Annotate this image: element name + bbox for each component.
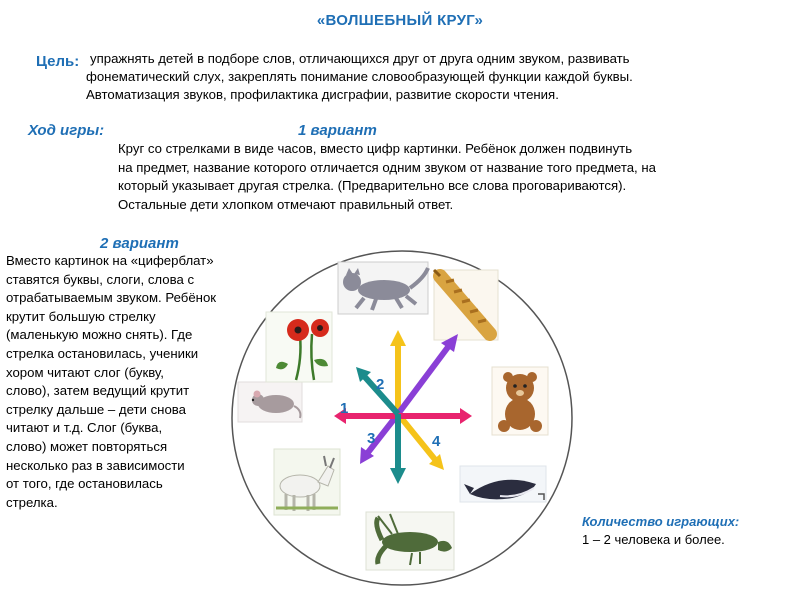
goal-line: фонематический слух, закреплять понимание словообразующей функции каждой буквы. xyxy=(86,69,633,84)
variant1-line: на предмет, название которого отличается одним звуком от название того предмета, на xyxy=(118,159,656,175)
goal-line: упражнять детей в подборе слов, отличающихся друг от друга одним звуком, развивать xyxy=(90,51,630,66)
goal-line: Автоматизация звуков, профилактика дисграфии, развитие скорости чтения. xyxy=(86,87,559,102)
variant2-line: (маленькую можно снять). Где xyxy=(6,327,193,343)
variant1-line: Круг со стрелками в виде часов, вместо цифр картинки. Ребёнок должен подвинуть xyxy=(118,141,633,156)
arrow-label-1: 1 xyxy=(340,400,349,417)
variant2-line: стрелку дальше – дети снова xyxy=(6,401,186,417)
variant2-line: отрабатываемым звуком. Ребёнок xyxy=(6,290,217,306)
variant2-line: слово) может повторяться xyxy=(6,438,168,454)
variant2-line: читают и т.д. Слог (буква, xyxy=(6,420,163,436)
course-label: Ход игры: xyxy=(28,122,105,139)
variant2-label: 2 вариант xyxy=(100,235,179,252)
dial-arrows xyxy=(334,330,472,484)
crayfish-picture xyxy=(366,512,454,570)
cat-picture xyxy=(338,262,428,314)
players-label: Количество играющих: xyxy=(582,514,740,529)
variant1-line: Остальные дети хлопком отмечают правильный ответ. xyxy=(118,196,454,212)
variant2-line: от того, где остановилась xyxy=(6,476,163,492)
poppy-picture xyxy=(266,312,332,382)
braid-picture xyxy=(434,270,498,340)
variant2-line: стрелка. xyxy=(6,494,58,510)
arrowhead-teal-down-icon xyxy=(390,468,406,484)
page-title: «ВОЛШЕБНЫЙ КРУГ» xyxy=(316,12,484,29)
whale-picture xyxy=(460,466,546,502)
arrow-purple-upright xyxy=(398,343,451,414)
mouse-picture xyxy=(238,382,302,422)
arrow-label-2: 2 xyxy=(376,376,385,393)
arrowhead-yellow-up-icon xyxy=(390,330,406,346)
arrow-label-3: 3 xyxy=(367,430,376,447)
variant2-line: Вместо картинок на «циферблат» xyxy=(6,253,214,268)
teddy-bear-picture xyxy=(492,367,548,435)
variant2-line: стрелка остановилась, ученики xyxy=(6,345,199,361)
variant2-line: слово), затем ведущий крутит xyxy=(6,383,190,399)
variant2-line: несколько раз в зависимости xyxy=(6,457,185,473)
players-text: 1 – 2 человека и более. xyxy=(582,532,725,547)
goat-picture xyxy=(274,449,340,515)
variant1-label: 1 вариант xyxy=(298,122,377,139)
arrow-label-4: 4 xyxy=(432,433,441,450)
variant2-line: хором читают слог (букву, xyxy=(6,364,164,380)
variant2-line: крутит большую стрелку xyxy=(6,308,156,324)
goal-label: Цель: xyxy=(36,53,80,70)
variant2-line: ставятся буквы, слоги, слова с xyxy=(6,271,195,287)
arrowhead-pink-right-icon xyxy=(460,408,472,424)
variant1-line: который указывает другая стрелка. (Предварительно все слова проговариваются). xyxy=(118,178,627,193)
